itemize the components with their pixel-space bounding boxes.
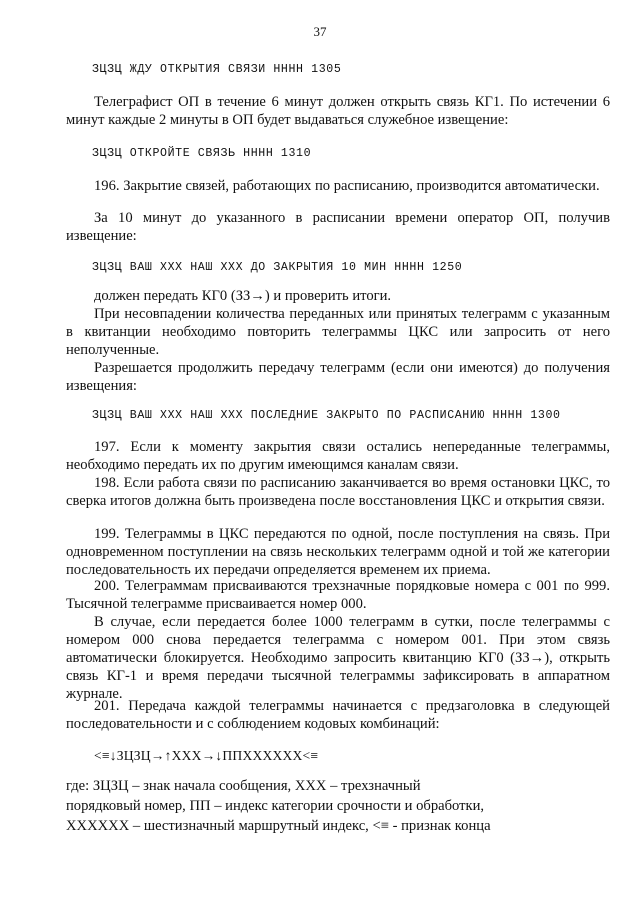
paragraph-mismatch: При несовпадении количества переданных или принятых телеграмм с указанным в квитанции необходимо повторить телеграммы ЦКС или запросить от него неполученные. — [66, 306, 610, 358]
paragraph-send-kg0: должен передать КГ0 (ЗЗ→) и проверить итоги. — [94, 288, 392, 304]
paragraph-198: 198. Если работа связи по расписанию заканчивается во время остановки ЦКС, то сверка итогов должна быть произведена после восстановления ЦКС и открытия связи. — [66, 475, 610, 509]
paragraph-196-notice: За 10 минут до указанного в расписании времени оператор ОП, получив извещение: — [66, 210, 610, 244]
page-number: 37 — [313, 24, 327, 39]
paragraph-197: 197. Если к моменту закрытия связи остались непереданные телеграммы, необходимо передать их по другим имеющимся каналам связи. — [66, 439, 610, 473]
legend-line-2: порядковый номер, ПП – индекс категории срочности и обработки, — [66, 798, 485, 814]
legend-line-1: где: ЗЦЗЦ – знак начала сообщения, ХХХ – трехзначный — [66, 778, 421, 794]
paragraph-200-overflow: В случае, если передается более 1000 телеграмм в сутки, после телеграммы с номером 000 снова передается телеграмма с номером 001. При этом связь автоматически блокируется. Необходимо запросить квитанцию КГ0 (ЗЗ→), открыть связь КГ-1 и время передачи тысячной телеграммы зафиксировать в аппаратном журнале. — [66, 614, 610, 702]
legend-line-3: ХХХХХХ – шестизначный маршрутный индекс, <≡ - признак конца — [66, 818, 491, 834]
service-message-before-closing: ЗЦЗЦ ВАШ ХХХ НАШ ХХХ ДО ЗАКРЫТИЯ 10 МИН НННН 1250 — [92, 261, 463, 274]
preheader-formula: <≡↓ЗЦЗЦ→↑ХХХ→↓ППХХХХХХ<≡ — [94, 748, 319, 763]
paragraph-199: 199. Телеграммы в ЦКС передаются по одной, после поступления на связь. При одновременном поступлении на связь нескольких телеграмм одной и той же категории последовательность их передачи определяется временем их приема. — [66, 526, 610, 578]
service-message-closed-by-schedule: ЗЦЗЦ ВАШ ХХХ НАШ ХХХ ПОСЛЕДНИЕ ЗАКРЫТО ПО РАСПИСАНИЮ НННН 1300 — [92, 409, 561, 422]
service-message-open-connection: ЗЦЗЦ ОТКРОЙТЕ СВЯЗЬ НННН 1310 — [92, 147, 312, 160]
paragraph-201: 201. Передача каждой телеграммы начинается с предзаголовка в следующей последовательности и с соблюдением кодовых комбинаций: — [66, 698, 610, 732]
paragraph-continue-transfer: Разрешается продолжить передачу телеграмм (если они имеются) до получения извещения: — [66, 360, 610, 394]
paragraph-196: 196. Закрытие связей, работающих по расписанию, производится автоматически. — [94, 178, 600, 194]
service-message-awaiting-open: ЗЦЗЦ ЖДУ ОТКРЫТИЯ СВЯЗИ НННН 1305 — [92, 63, 342, 76]
paragraph-open-connection: Телеграфист ОП в течение 6 минут должен открыть связь КГ1. По истечении 6 минут каждые 2 минуты в ОП будет выдаваться служебное извещение: — [66, 94, 610, 128]
paragraph-200: 200. Телеграммам присваиваются трехзначные порядковые номера с 001 по 999. Тысячной телеграмме присваивается номер 000. — [66, 578, 610, 612]
